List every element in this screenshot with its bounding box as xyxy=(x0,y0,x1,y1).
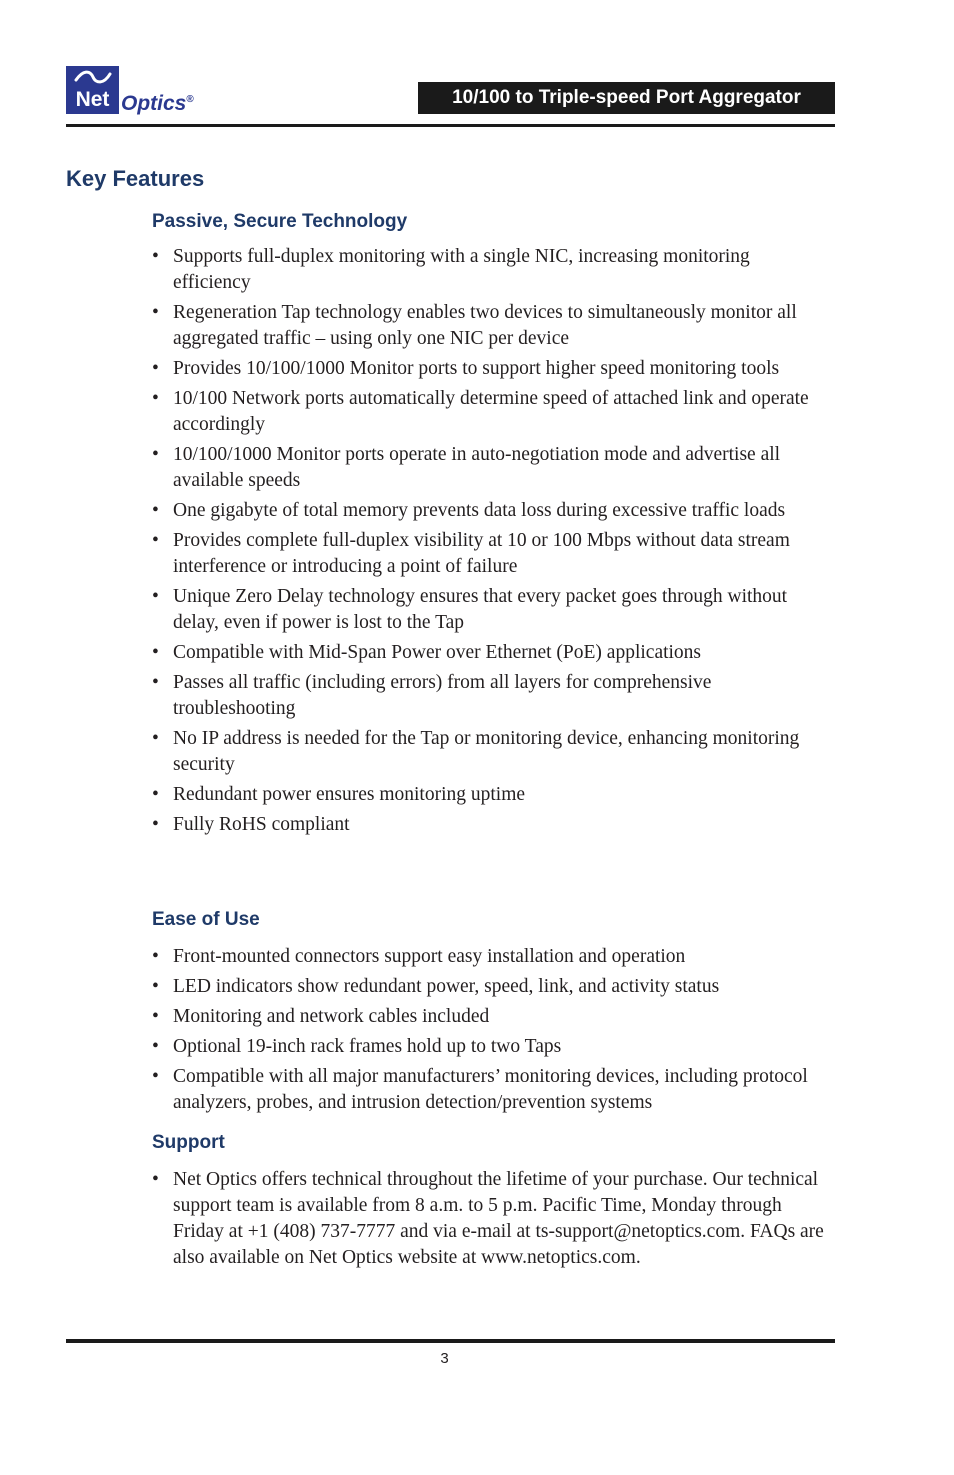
wave-icon xyxy=(66,66,119,88)
passive-secure-list xyxy=(150,244,830,842)
ease-of-use-list xyxy=(150,944,830,1120)
list-item: • Compatible with Mid-Span Power over Ethernet (PoE) applications xyxy=(150,640,830,666)
support-list xyxy=(150,1167,830,1275)
section-title-passive-secure: Passive, Secure Technology xyxy=(152,211,408,232)
section-title-support: Support xyxy=(152,1132,225,1153)
list-item: • Provides complete full-duplex visibility at 10 or 100 Mbps without data stream interference or introducing a point of failure xyxy=(150,528,830,580)
list-item: • Redundant power ensures monitoring uptime xyxy=(150,782,830,808)
page-heading: Key Features xyxy=(66,166,205,191)
logo-optics-word: Optics xyxy=(121,92,187,115)
list-item: • Optional 19-inch rack frames hold up to two Taps xyxy=(150,1034,830,1060)
list-item: • LED indicators show redundant power, speed, link, and activity status xyxy=(150,974,830,1000)
list-item: • Regeneration Tap technology enables two devices to simultaneously monitor all aggregated traffic – using only one NIC per device xyxy=(150,300,830,352)
list-item: • 10/100 Network ports automatically determine speed of attached link and operate accordingly xyxy=(150,386,830,438)
list-item: • Compatible with all major manufacturers’ monitoring devices, including protocol analyzers, probes, and intrusion detection/prevention systems xyxy=(150,1064,830,1116)
section-title-ease-of-use: Ease of Use xyxy=(152,909,260,930)
list-item: • Fully RoHS compliant xyxy=(150,812,830,838)
list-item: • Net Optics offers technical throughout the lifetime of your purchase. Our technical support team is available from 8 a.m. to 5 p.m. Pacific Time, Monday through Friday at +1 (408) 737-7777 and via e-mail at ts-support@netoptics.com. FAQs are also available on Net Optics website at www.netoptics.com. xyxy=(150,1167,830,1271)
list-item: • Passes all traffic (including errors) from all layers for comprehensive troubleshooting xyxy=(150,670,830,722)
footer-divider xyxy=(66,1339,835,1343)
net-optics-logo xyxy=(66,66,226,116)
list-item: • Supports full-duplex monitoring with a single NIC, increasing monitoring efficiency xyxy=(150,244,830,296)
list-item: • Unique Zero Delay technology ensures that every packet goes through without delay, even if power is lost to the Tap xyxy=(150,584,830,636)
logo-mark xyxy=(66,66,119,114)
list-item: • Monitoring and network cables included xyxy=(150,1004,830,1030)
logo-optics-text xyxy=(121,87,194,117)
page-number: 3 xyxy=(440,1350,449,1367)
list-item: • Provides 10/100/1000 Monitor ports to support higher speed monitoring tools xyxy=(150,356,830,382)
document-title: 10/100 to Triple-speed Port Aggregator xyxy=(418,82,835,114)
list-item: • 10/100/1000 Monitor ports operate in auto-negotiation mode and advertise all available speeds xyxy=(150,442,830,494)
registered-mark: ® xyxy=(186,94,194,105)
list-item: • No IP address is needed for the Tap or monitoring device, enhancing monitoring security xyxy=(150,726,830,778)
list-item: • Front-mounted connectors support easy installation and operation xyxy=(150,944,830,970)
list-item: • One gigabyte of total memory prevents data loss during excessive traffic loads xyxy=(150,498,830,524)
logo-net-text: Net xyxy=(75,88,110,111)
header-divider xyxy=(66,124,835,127)
